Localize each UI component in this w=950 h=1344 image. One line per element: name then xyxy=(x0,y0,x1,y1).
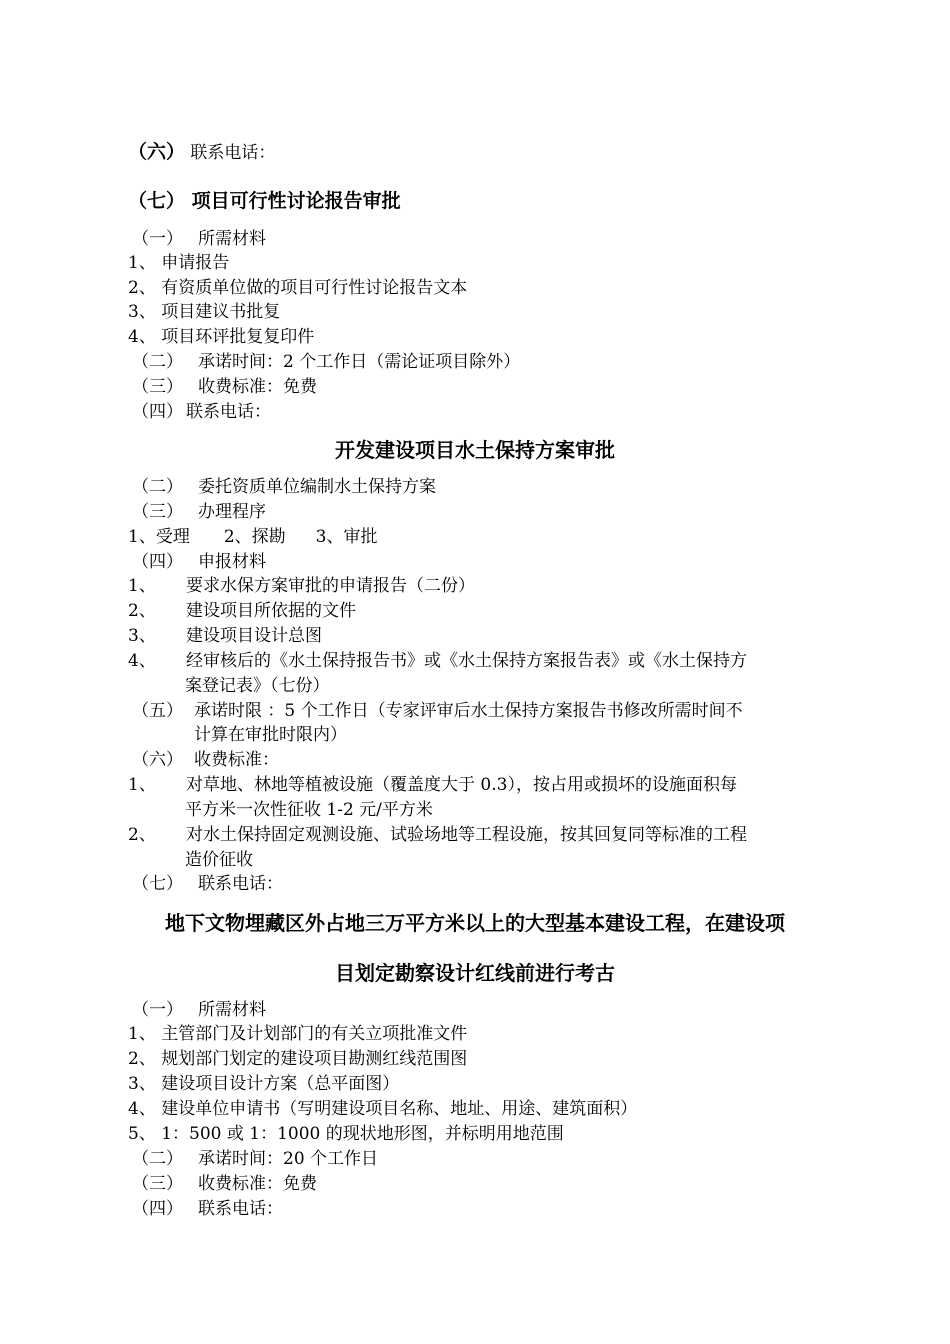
a-h2: （二） 承诺时间：2 个工作日（需论证项目除外） xyxy=(132,352,521,372)
c-item-5: 5、 1：500 或 1：1000 的现状地形图，并标明用地范围 xyxy=(128,1124,564,1144)
a-item-1: 1、 申请报告 xyxy=(128,253,230,273)
b-h6: （六） 收费标准： xyxy=(132,750,279,770)
c-item-3: 3、 建设项目设计方案（总平面图） xyxy=(128,1074,400,1094)
a-item-3: 3、 项目建议书批复 xyxy=(128,302,281,322)
c-h2: （二） 承诺时间：20 个工作日 xyxy=(132,1149,379,1169)
b-m4-cont: 案登记表》（七份） xyxy=(185,676,330,696)
b-f1: 1、 对草地、林地等植被设施（覆盖度大于 0.3），按占用或损坏的设施面积每 xyxy=(128,775,737,795)
section-6-label: （六） xyxy=(128,141,186,163)
b-h5-cont: 计算在审批时限内） xyxy=(194,725,347,745)
c-h1: （一） 所需材料 xyxy=(132,1000,266,1020)
b-h2: （二） 委托资质单位编制水土保持方案 xyxy=(132,477,436,497)
c-title-line1: 地下文物埋藏区外占地三万平方米以上的大型基本建设工程，在建设项 xyxy=(165,911,785,935)
c-item-4: 4、 建设单位申请书（写明建设项目名称、地址、用途、建筑面积） xyxy=(128,1099,638,1119)
c-item-1: 1、 主管部门及计划部门的有关立项批准文件 xyxy=(128,1024,468,1044)
a-h3: （三） 收费标准：免费 xyxy=(132,377,317,397)
c-title-line2: 目划定勘察设计红线前进行考古 xyxy=(335,961,615,985)
c-h4: （四） 联系电话： xyxy=(132,1199,283,1219)
b-title: 开发建设项目水土保持方案审批 xyxy=(335,438,615,462)
b-h3: （三） 办理程序 xyxy=(132,502,266,522)
b-m4: 4、 经审核后的《水土保持报告书》或《水土保持方案报告表》或《水土保持方 xyxy=(128,651,747,671)
b-f2: 2、 对水土保持固定观测设施、试验场地等工程设施，按其回复同等标准的工程 xyxy=(128,825,747,845)
b-f1-cont: 平方米一次性征收 1-2 元/平方米 xyxy=(185,800,433,820)
b-procedure: 1、受理 2、探勘 3、审批 xyxy=(128,527,378,547)
section-7-heading: （七） 项目可行性讨论报告审批 xyxy=(128,190,401,212)
c-item-2: 2、 规划部门划定的建设项目勘测红线范围图 xyxy=(128,1049,468,1069)
b-h5: （五） 承诺时限 ：5 个工作日（专家评审后水土保持方案报告书修改所需时间不 xyxy=(132,701,743,721)
b-m2: 2、 建设项目所依据的文件 xyxy=(128,601,356,621)
b-m3: 3、 建设项目设计总图 xyxy=(128,626,322,646)
section-6-line xyxy=(128,140,275,165)
b-f2-cont: 造价征收 xyxy=(185,850,253,870)
c-h3: （三） 收费标准：免费 xyxy=(132,1174,317,1194)
section-6-text: 联系电话： xyxy=(190,143,276,163)
b-h7: （七） 联系电话： xyxy=(132,874,283,894)
a-h1: （一） 所需材料 xyxy=(132,229,266,249)
b-h4: （四） 申报材料 xyxy=(132,552,266,572)
a-item-2: 2、 有资质单位做的项目可行性讨论报告文本 xyxy=(128,278,468,298)
a-h4: （四） 联系电话： xyxy=(132,402,271,422)
b-m1: 1、 要求水保方案审批的申请报告（二份） xyxy=(128,576,475,596)
a-item-4: 4、 项目环评批复复印件 xyxy=(128,327,315,347)
